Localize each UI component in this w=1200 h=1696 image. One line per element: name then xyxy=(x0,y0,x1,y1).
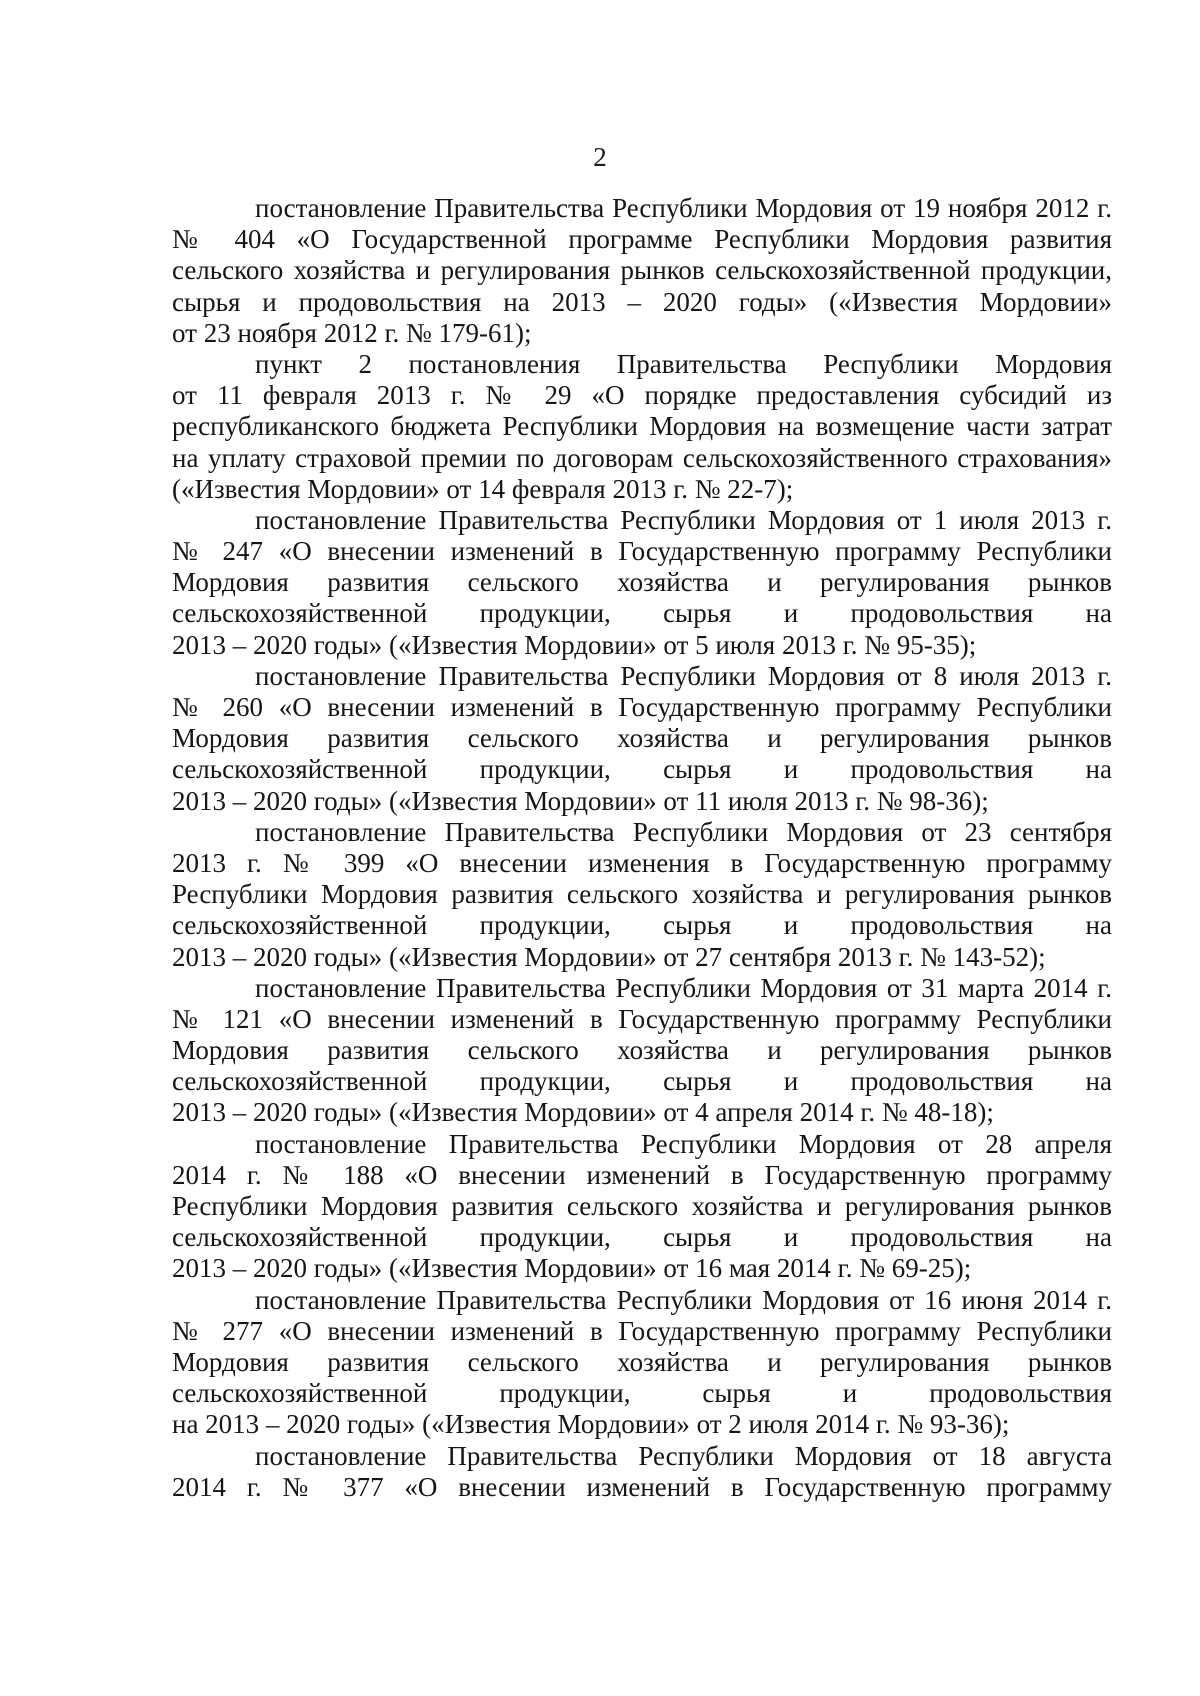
text-line: 2014 г. № 377 «О внесении изменений в Государственную программу xyxy=(172,1471,1112,1502)
text-line: постановление Правительства Республики Мордовия от 18 августа xyxy=(255,1440,1112,1471)
paragraph xyxy=(172,817,1112,973)
text-line: от 11 февраля 2013 г. № 29 «О порядке предоставления субсидий из xyxy=(172,380,1112,411)
text-line: 2013 г. № 399 «О внесении изменения в Государственную программу xyxy=(172,847,1112,878)
text-line: № 121 «О внесении изменений в Государственную программу Республики xyxy=(172,1003,1112,1034)
text-line: сельскохозяйственной продукции, сырья и продовольствия на xyxy=(172,1222,1112,1253)
text-line: Мордовия развития сельского хозяйства и регулирования рынков xyxy=(172,1035,1112,1066)
paragraph xyxy=(172,505,1112,661)
text-line: на 2013 – 2020 годы» («Известия Мордовии» от 2 июля 2014 г. № 93-36); xyxy=(172,1409,1010,1440)
text-line: Республики Мордовия развития сельского хозяйства и регулирования рынков xyxy=(172,879,1112,910)
paragraph xyxy=(172,1129,1112,1285)
text-line: сельского хозяйства и регулирования рынков сельскохозяйственной продукции, xyxy=(172,255,1112,286)
text-line: постановление Правительства Республики Мордовия от 28 апреля xyxy=(255,1128,1112,1159)
text-line: («Известия Мордовии» от 14 февраля 2013 г. № 22-7); xyxy=(172,473,794,504)
document-body xyxy=(172,193,1112,1503)
text-line: постановление Правительства Республики Мордовия от 19 ноября 2012 г. xyxy=(255,193,1112,223)
text-line: 2013 – 2020 годы» («Известия Мордовии» от 11 июля 2013 г. № 98-36); xyxy=(172,785,989,816)
text-line: постановление Правительства Республики Мордовия от 31 марта 2014 г. xyxy=(255,972,1112,1003)
text-line: постановление Правительства Республики Мордовия от 16 июня 2014 г. xyxy=(255,1284,1112,1315)
text-line: сельскохозяйственной продукции, сырья и продовольствия на xyxy=(172,598,1112,629)
page-number: 2 xyxy=(593,142,607,172)
text-line: от 23 ноября 2012 г. № 179-61); xyxy=(172,317,532,348)
text-line: № 277 «О внесении изменений в Государственную программу Республики xyxy=(172,1315,1112,1346)
text-line: постановление Правительства Республики Мордовия от 1 июля 2013 г. xyxy=(255,504,1112,535)
text-line: Республики Мордовия развития сельского хозяйства и регулирования рынков xyxy=(172,1191,1112,1221)
text-line: № 260 «О внесении изменений в Государственную программу Республики xyxy=(172,692,1112,722)
text-line: Мордовия развития сельского хозяйства и регулирования рынков xyxy=(172,723,1112,754)
text-line: Мордовия развития сельского хозяйства и регулирования рынков xyxy=(172,1346,1112,1377)
text-line: 2013 – 2020 годы» («Известия Мордовии» от 5 июля 2013 г. № 95-35); xyxy=(172,629,977,660)
text-line: 2013 – 2020 годы» («Известия Мордовии» от 27 сентября 2013 г. № 143-52); xyxy=(172,941,1046,972)
text-line: пункт 2 постановления Правительства Республики Мордовия xyxy=(255,348,1112,379)
paragraph xyxy=(172,661,1112,817)
paragraph xyxy=(172,973,1112,1129)
text-line: 2013 – 2020 годы» («Известия Мордовии» от 4 апреля 2014 г. № 48-18); xyxy=(172,1097,994,1128)
text-line: сырья и продовольствия на 2013 – 2020 годы» («Известия Мордовии» xyxy=(172,286,1112,317)
text-line: сельскохозяйственной продукции, сырья и продовольствия на xyxy=(172,754,1112,785)
text-line: сельскохозяйственной продукции, сырья и продовольствия на xyxy=(172,1066,1112,1097)
text-line: постановление Правительства Республики Мордовия от 8 июля 2013 г. xyxy=(255,660,1112,691)
text-line: сельскохозяйственной продукции, сырья и продовольствия xyxy=(172,1378,1112,1409)
paragraph xyxy=(172,349,1112,505)
text-line: № 404 «О Государственной программе Республики Мордовия развития xyxy=(172,224,1112,255)
text-line: постановление Правительства Республики Мордовия от 23 сентября xyxy=(255,816,1112,847)
text-line: Мордовия развития сельского хозяйства и регулирования рынков xyxy=(172,567,1112,598)
text-line: республиканского бюджета Республики Мордовия на возмещение части затрат xyxy=(172,411,1112,442)
text-line: 2014 г. № 188 «О внесении изменений в Государственную программу xyxy=(172,1159,1112,1190)
text-line: № 247 «О внесении изменений в Государственную программу Республики xyxy=(172,536,1112,567)
text-line: на уплату страховой премии по договорам сельскохозяйственного страхования» xyxy=(172,442,1112,473)
paragraph xyxy=(172,193,1112,349)
paragraph xyxy=(172,1441,1112,1503)
text-line: 2013 – 2020 годы» («Известия Мордовии» от 16 мая 2014 г. № 69-25); xyxy=(172,1253,972,1284)
text-line: сельскохозяйственной продукции, сырья и продовольствия на xyxy=(172,910,1112,941)
paragraph xyxy=(172,1285,1112,1441)
